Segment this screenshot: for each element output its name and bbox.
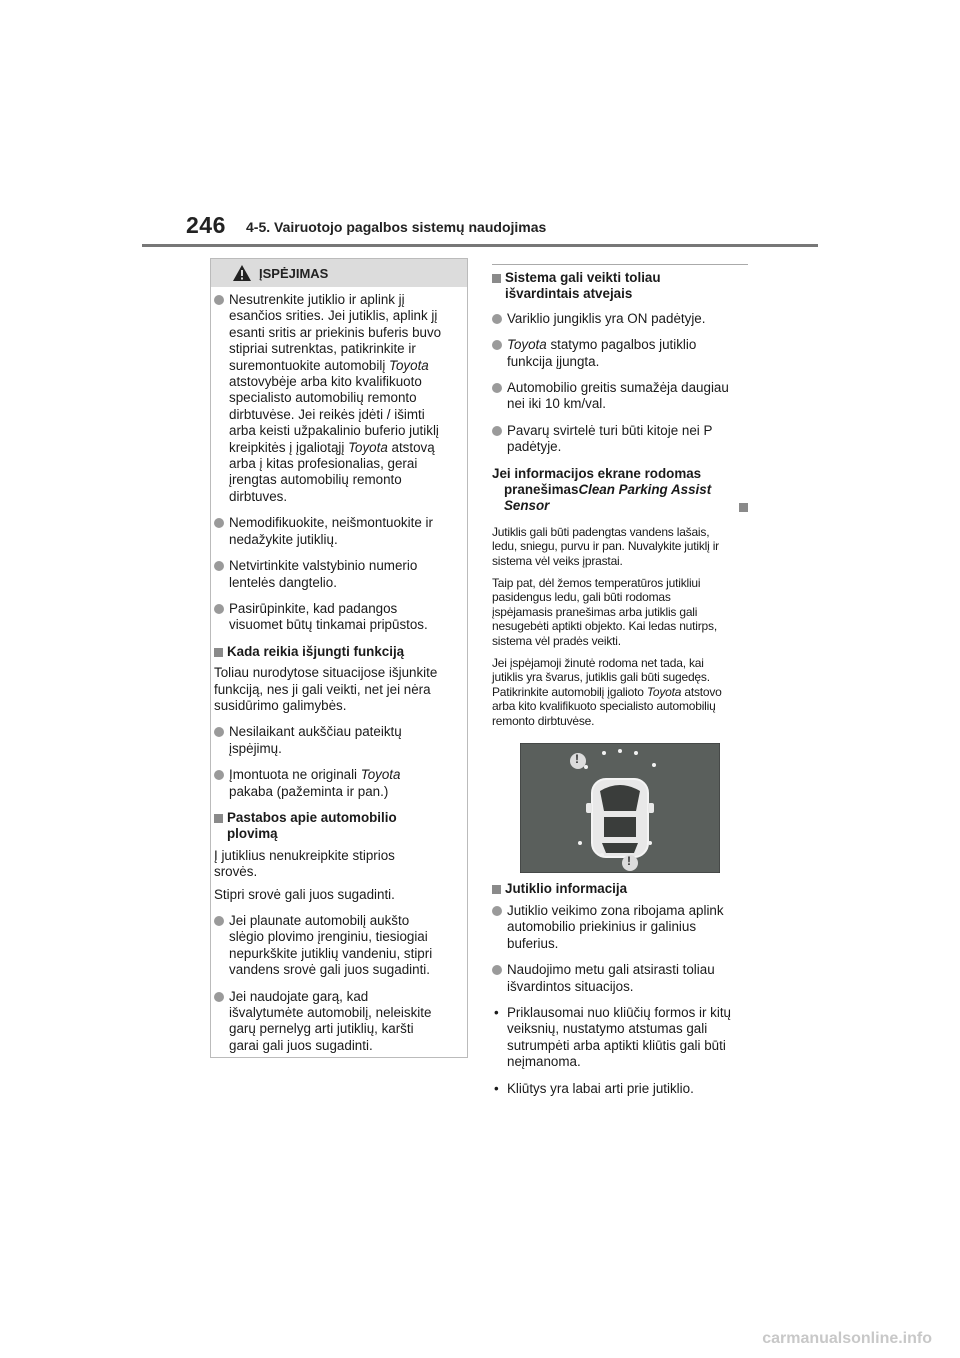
warning-bullet: Nemodifikuokite, neišmontuokite ir nedažykite jutiklių.	[214, 515, 464, 548]
square-bullet-icon	[214, 814, 223, 823]
section-title: 4-5. Vairuotojo pagalbos sistemų naudojimas	[246, 219, 547, 235]
warning-bullet: Nesutrenkite jutiklio ir aplink jį esančios srities. Jei jutiklis, aplink jį esanti sritis ar priekinis buferis buvo stipriai sutrenktas, patikrinkite ir suremontuokite automobilį Toyota atstovybėje arba kito kvalifikuoto specialisto automobilių remonto dirbtuvėse. Jei reikės įdėti / išimti arba keisti užpakalinio buferio jutiklį kreipkitės į įgaliotąjį Toyota atstovą arba į kitas profesionalias, gerai įrengtas automobilių remonto dirbtuves.	[214, 292, 464, 505]
bullet-dot-icon	[214, 604, 224, 614]
bullet-dot-icon	[214, 561, 224, 571]
section-end-icon	[739, 503, 748, 512]
column-divider	[492, 264, 748, 265]
section-heading: Jutiklio informacija	[492, 881, 748, 897]
list-item: Nesilaikant aukščiau pateiktų įspėjimų.	[214, 724, 464, 757]
list-item: Jei plaunate automobilį aukšto slėgio plovimo įrenginiu, tiesiogiai nepurkškite jutiklių vandeniu, stipri vandens srovė gali juos sugadinti.	[214, 913, 464, 979]
list-item: Variklio jungiklis yra ON padėtyje.	[492, 311, 748, 327]
header-divider	[142, 244, 818, 247]
sub-list-item: • Kliūtys yra labai arti prie jutiklio.	[494, 1080, 694, 1096]
bullet-dot-icon	[492, 426, 502, 436]
brand-name: Toyota	[389, 357, 429, 373]
bullet-dot-icon	[492, 383, 502, 393]
bullet-mark: •	[494, 1005, 499, 1021]
square-bullet-icon	[492, 274, 501, 283]
bullet-dot-icon	[492, 906, 502, 916]
subsection-heading: Jei informacijos ekrane rodomas pranešimasClean Parking Assist Sensor	[492, 466, 748, 515]
sensor-alert-icon: !	[575, 751, 579, 766]
list-item: Naudojimo metu gali atsirasti toliau išvardintos situacijos.	[492, 962, 748, 995]
section-heading: Sistema gali veikti toliau išvardintais atvejais	[492, 270, 748, 303]
brand-name: Toyota	[360, 767, 401, 783]
bullet-mark: •	[494, 1080, 499, 1096]
left-column	[214, 292, 464, 1064]
bullet-dot-icon	[214, 727, 224, 737]
bullet-dot-icon	[492, 340, 502, 350]
section-heading: Kada reikia išjungti funkciją	[214, 644, 464, 660]
brand-name: Toyota	[646, 684, 682, 699]
paragraph: Jutiklis gali būti padengtas vandens lašais, ledu, sniegu, purvu ir pan. Nuvalykite jutiklį ir sistema vėl veiks įprastai.	[492, 524, 719, 569]
warning-triangle-icon	[232, 264, 252, 282]
bullet-dot-icon	[214, 518, 224, 528]
watermark: carmanualsonline.info	[762, 1330, 932, 1347]
sensor-alert-icon: !	[627, 853, 631, 868]
right-column	[492, 270, 748, 1107]
list-item: Jutiklio veikimo zona ribojama aplink automobilio priekinius ir galinius buferius.	[492, 903, 748, 952]
bullet-dot-icon	[492, 965, 502, 975]
list-item: Toyota statymo pagalbos jutiklio funkcija įjungta.	[492, 337, 748, 370]
page-number: 246	[186, 212, 226, 238]
list-item: Pavarų svirtelė turi būti kitoje nei P padėtyje.	[492, 423, 748, 456]
list-item: Įmontuota ne originali Toyota pakaba (pažeminta ir pan.)	[214, 767, 464, 800]
paragraph: Stipri srovė gali juos sugadinti.	[214, 886, 395, 902]
car-sensor-illustration	[520, 743, 720, 873]
sensor-display-diagram	[520, 743, 720, 873]
bullet-dot-icon	[214, 295, 224, 305]
bullet-dot-icon	[214, 770, 224, 780]
bullet-dot-icon	[492, 314, 502, 324]
square-bullet-icon	[214, 648, 223, 657]
sub-list-item: • Priklausomai nuo kliūčių formos ir kitų veiksnių, nustatymo atstumas gali sutrumpėti arba aptikti kliūtis gali būti neįmanoma.	[494, 1005, 731, 1070]
square-bullet-icon	[492, 885, 501, 894]
paragraph: Jei įspėjamoji žinutė rodoma net tada, kai jutiklis yra švarus, jutiklis gali būti sugedęs. Patikrinkite automobilį įgalioto Toyota atstovo arba kito kvalifikuoto specialisto automobilių remonto dirbtuvėse.	[492, 655, 722, 728]
brand-name: Toyota	[507, 337, 547, 353]
paragraph: Taip pat, dėl žemos temperatūros jutikliui pasidengus ledu, gali būti rodomas įspėjamasis pranešimas arba jutiklis gali nesugebėti aptikti objekto. Kai ledas nutirps, sistema vėl pradės veikti.	[492, 575, 717, 649]
bullet-dot-icon	[214, 916, 224, 926]
section-heading: Pastabos apie automobilio plovimą	[214, 810, 464, 843]
list-item: Automobilio greitis sumažėja daugiau nei iki 10 km/val.	[492, 380, 748, 413]
paragraph: Į jutiklius nenukreipkite stiprios srovės.	[214, 847, 395, 880]
paragraph: Toliau nurodytose situacijose išjunkite funkciją, nes ji gali veikti, net jei nėra susidūrimo galimybės.	[214, 665, 438, 713]
warning-title: ĮSPĖJIMAS	[259, 266, 329, 281]
page-header	[0, 0, 960, 250]
bullet-dot-icon	[214, 992, 224, 1002]
list-item: Jei naudojate garą, kad išvalytumėte automobilį, neleiskite garų pernelyg arti jutiklių, karšti garai gali juos sugadinti.	[214, 989, 464, 1055]
brand-name: Toyota	[348, 439, 388, 455]
warning-header	[211, 259, 467, 287]
warning-bullet: Netvirtinkite valstybinio numerio lentelės dangtelio.	[214, 558, 464, 591]
warning-bullet: Pasirūpinkite, kad padangos visuomet būtų tinkamai pripūstos.	[214, 601, 464, 634]
